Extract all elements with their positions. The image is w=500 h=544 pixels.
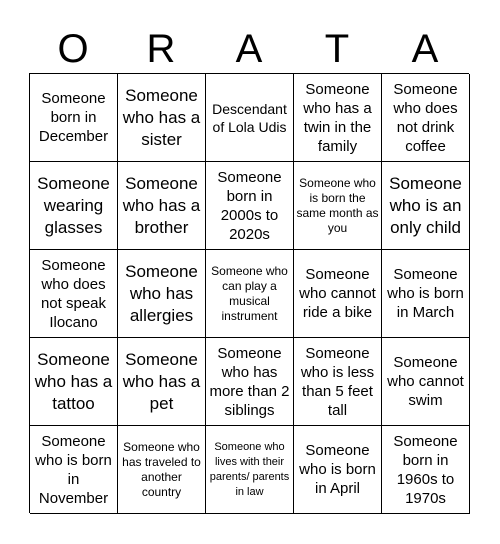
bingo-cell-r3-c5[interactable] bbox=[382, 250, 470, 338]
cell-text: Someone who cannot swim bbox=[387, 354, 464, 409]
bingo-cell-r5-c5[interactable] bbox=[382, 426, 470, 514]
cell-text: Someone who has traveled to another country bbox=[122, 439, 201, 499]
bingo-cell-r5-c3[interactable] bbox=[206, 426, 294, 514]
bingo-cell-r1-c4[interactable] bbox=[294, 74, 382, 162]
cell-text: Someone who is born in March bbox=[387, 266, 464, 321]
bingo-cell-r4-c2[interactable] bbox=[118, 338, 206, 426]
bingo-board bbox=[29, 73, 469, 513]
bingo-cell-r3-c2[interactable] bbox=[118, 250, 206, 338]
header-letter-3: A bbox=[235, 27, 263, 71]
bingo-cell-r4-c5[interactable] bbox=[382, 338, 470, 426]
cell-text: Someone who has a brother bbox=[122, 173, 201, 237]
header-letter-4: T bbox=[324, 27, 350, 71]
bingo-cell-r5-c1[interactable] bbox=[30, 426, 118, 514]
cell-text: Someone who has allergies bbox=[125, 261, 198, 325]
cell-text: Someone who is born in November bbox=[35, 432, 112, 507]
bingo-cell-r2-c3[interactable] bbox=[206, 162, 294, 250]
cell-text: Someone who has a sister bbox=[122, 85, 201, 149]
bingo-cell-r3-c3[interactable] bbox=[206, 250, 294, 338]
cell-text: Someone who is born in April bbox=[299, 442, 376, 497]
cell-text: Someone who does not drink coffee bbox=[393, 80, 458, 155]
bingo-cell-r1-c5[interactable] bbox=[382, 74, 470, 162]
bingo-cell-r4-c1[interactable] bbox=[30, 338, 118, 426]
cell-text: Someone born in 2000s to 2020s bbox=[217, 168, 282, 243]
cell-text: Descendant of Lola Udis bbox=[212, 100, 287, 135]
header-letter-5: A bbox=[411, 27, 439, 71]
bingo-cell-r2-c5[interactable] bbox=[382, 162, 470, 250]
cell-text: Someone who is an only child bbox=[389, 173, 462, 237]
cell-text: Someone who cannot ride a bike bbox=[299, 266, 376, 321]
cell-text: Someone born in 1960s to 1970s bbox=[393, 432, 458, 507]
bingo-cell-r1-c2[interactable] bbox=[118, 74, 206, 162]
bingo-cell-r5-c4[interactable] bbox=[294, 426, 382, 514]
cell-text: Someone who can play a musical instrument bbox=[211, 263, 288, 323]
cell-text: Someone wearing glasses bbox=[37, 173, 110, 237]
cell-text: Someone who is born the same month as you bbox=[296, 175, 379, 235]
cell-text: Someone who has a tattoo bbox=[34, 349, 113, 413]
cell-text: Someone who has a pet bbox=[122, 349, 201, 413]
bingo-cell-r3-c4[interactable] bbox=[294, 250, 382, 338]
bingo-cell-r2-c4[interactable] bbox=[294, 162, 382, 250]
header-letter-2: R bbox=[146, 27, 176, 71]
bingo-cell-r4-c3[interactable] bbox=[206, 338, 294, 426]
bingo-cell-r1-c1[interactable] bbox=[30, 74, 118, 162]
cell-text: Someone who is less than 5 feet tall bbox=[300, 344, 375, 419]
cell-text: Someone who has a twin in the family bbox=[303, 80, 372, 155]
bingo-cell-r4-c4[interactable] bbox=[294, 338, 382, 426]
header-letter-1: O bbox=[57, 27, 89, 71]
bingo-cell-r2-c1[interactable] bbox=[30, 162, 118, 250]
cell-text: Someone born in December bbox=[38, 90, 109, 145]
cell-text: Someone who has more than 2 siblings bbox=[209, 344, 290, 419]
cell-text: Someone who does not speak Ilocano bbox=[40, 256, 107, 331]
bingo-header bbox=[29, 25, 469, 73]
bingo-cell-r2-c2[interactable] bbox=[118, 162, 206, 250]
bingo-cell-r1-c3[interactable] bbox=[206, 74, 294, 162]
bingo-cell-r5-c2[interactable] bbox=[118, 426, 206, 514]
cell-text: Someone who lives with their parents/ parents in law bbox=[209, 440, 290, 498]
bingo-cell-r3-c1[interactable] bbox=[30, 250, 118, 338]
